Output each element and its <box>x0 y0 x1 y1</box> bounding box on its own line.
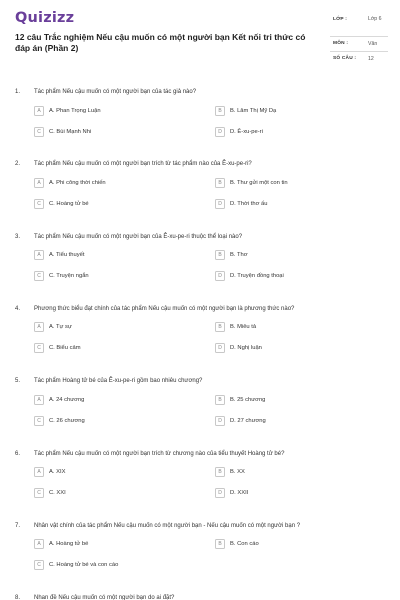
option-letter-box: D <box>215 488 225 498</box>
question-text: Tác phẩm Nếu cậu muốn có một người bạn của tác giả nào? <box>34 89 197 95</box>
option-text: D. Nghị luận <box>230 345 262 352</box>
answer-option-a[interactable] <box>34 466 65 479</box>
answer-option-a[interactable] <box>34 104 101 117</box>
option-text: A. 24 chương <box>49 396 85 403</box>
option-letter-box: A <box>34 178 44 188</box>
answer-option-b[interactable] <box>215 321 256 334</box>
question-number: 7. <box>15 522 21 529</box>
question-text: Phương thức biểu đạt chính của tác phẩm Nếu cậu muốn có một người bạn là phương thức nào? <box>34 305 295 312</box>
option-text: A. Tự sự <box>49 324 72 331</box>
answer-option-c[interactable] <box>34 270 89 283</box>
option-letter-box: C <box>34 488 44 498</box>
option-letter-box: A <box>34 106 44 116</box>
option-text: C. Biểu cảm <box>49 345 81 352</box>
option-text: A. Hoàng tử bé <box>49 541 89 548</box>
meta-value-subject: Văn <box>368 41 378 47</box>
answer-option-d[interactable] <box>215 414 266 427</box>
meta-row-subject <box>330 37 388 52</box>
meta-value-grade: Lớp 6 <box>368 16 382 22</box>
answer-option-d[interactable] <box>215 270 284 283</box>
meta-panel <box>330 10 388 67</box>
answer-option-b[interactable] <box>215 466 245 479</box>
answer-option-c[interactable] <box>34 414 85 427</box>
option-text: A. XIX <box>49 469 66 475</box>
meta-label-subject: MÔN : <box>333 41 349 46</box>
option-letter-box: B <box>215 250 225 260</box>
question-text: Tác phẩm Nếu cậu muốn có một người bạn trích từ tác phẩm nào của Ê-xu-pe-ri? <box>34 161 252 168</box>
answer-option-d[interactable] <box>215 487 248 500</box>
option-letter-box: D <box>215 343 225 353</box>
question-text: Nhân vật chính của tác phẩm Nếu cậu muốn có một người bạn - Nếu cậu muốn có một người bạn ? <box>34 522 301 529</box>
answer-option-d[interactable] <box>215 125 263 138</box>
option-text: B. 25 chương <box>230 396 266 403</box>
option-letter-box: C <box>34 343 44 353</box>
option-letter-box: B <box>215 539 225 549</box>
option-letter-box: D <box>215 271 225 281</box>
answer-option-a[interactable] <box>34 393 84 406</box>
option-letter-box: A <box>34 539 44 549</box>
option-text: C. Truyện ngắn <box>49 273 89 280</box>
answer-option-a[interactable] <box>34 538 88 551</box>
option-letter-box: C <box>34 271 44 281</box>
option-text: B. Miêu tả <box>230 324 257 331</box>
option-letter-box: C <box>34 199 44 209</box>
option-text: C. Hoàng tử bé <box>49 200 89 207</box>
answer-option-b[interactable] <box>215 249 248 262</box>
answer-option-d[interactable] <box>215 342 262 355</box>
answer-option-d[interactable] <box>215 197 267 210</box>
meta-row-question-count <box>330 52 388 67</box>
option-text: D. XXII <box>230 490 249 496</box>
question-text: Tác phẩm Nếu cậu muốn có một người bạn trích từ chương nào của tiểu thuyết Hoàng tử bé? <box>34 450 285 457</box>
option-text: A. Tiểu thuyết <box>49 252 85 259</box>
option-text: D. Ê-xu-pe-ri <box>230 128 263 135</box>
answer-option-c[interactable] <box>34 559 118 572</box>
question-number: 2. <box>15 161 21 168</box>
quizizz-logo: Quizizz <box>15 10 75 26</box>
option-letter-box: B <box>215 178 225 188</box>
question-number: 8. <box>15 595 21 600</box>
answer-option-a[interactable] <box>34 176 106 189</box>
question-text: Nhan đề Nếu cậu muốn có một người bạn do ai đặt? <box>34 595 175 600</box>
option-text: C. XXI <box>49 490 66 496</box>
page-header <box>0 0 400 78</box>
answer-option-b[interactable] <box>215 176 288 189</box>
option-text: D. 27 chương <box>230 417 266 424</box>
meta-label-question-count: SỐ CÂU : <box>333 56 357 61</box>
option-letter-box: A <box>34 250 44 260</box>
answer-option-c[interactable] <box>34 487 66 500</box>
option-text: A. Phi công thời chiến <box>49 179 106 186</box>
question-number: 1. <box>15 89 21 95</box>
answer-option-c[interactable] <box>34 197 89 210</box>
meta-value-question-count: 12 <box>368 56 374 62</box>
option-text: B. Thơ <box>230 252 248 259</box>
answer-option-a[interactable] <box>34 321 72 334</box>
answer-option-c[interactable] <box>34 342 81 355</box>
option-text: B. XX <box>230 469 245 475</box>
question-text: Tác phẩm Hoàng tử bé của Ê-xu-pe-ri gồm bao nhiêu chương? <box>34 378 203 385</box>
option-text: C. 26 chương <box>49 417 85 424</box>
option-letter-box: D <box>215 199 225 209</box>
option-text: B. Thư gửi một con tin <box>230 179 288 186</box>
question-number: 6. <box>15 450 21 457</box>
option-text: A. Phan Trọng Luận <box>49 107 101 114</box>
meta-label-grade: LỚP : <box>333 17 348 22</box>
answer-option-b[interactable] <box>215 393 265 406</box>
option-text: D. Truyện đồng thoại <box>230 273 284 280</box>
question-number: 4. <box>15 305 21 312</box>
meta-row-grade <box>330 10 388 37</box>
option-letter-box: C <box>34 127 44 137</box>
option-text: C. Bùi Mạnh Nhi <box>49 128 92 135</box>
question-number: 5. <box>15 378 21 385</box>
answer-option-c[interactable] <box>34 125 91 138</box>
option-text: D. Thời thơ ấu <box>230 200 268 207</box>
option-letter-box: A <box>34 395 44 405</box>
option-letter-box: B <box>215 395 225 405</box>
option-letter-box: D <box>215 416 225 426</box>
question-number: 3. <box>15 233 21 240</box>
option-letter-box: C <box>34 560 44 570</box>
option-letter-box: A <box>34 467 44 477</box>
page-title: 12 câu Trắc nghiệm Nếu cậu muốn có một người bạn Kết nối tri thức có đáp án (Phần 2) <box>15 32 306 53</box>
answer-option-b[interactable] <box>215 104 276 117</box>
option-text: B. Con cáo <box>230 541 259 548</box>
answer-option-b[interactable] <box>215 538 259 551</box>
answer-option-a[interactable] <box>34 249 84 262</box>
option-text: C. Hoàng tử bé và con cáo <box>49 562 119 569</box>
option-letter-box: B <box>215 322 225 332</box>
option-letter-box: B <box>215 467 225 477</box>
option-letter-box: A <box>34 322 44 332</box>
option-text: B. Lâm Thị Mỹ Dạ <box>230 107 277 114</box>
option-letter-box: B <box>215 106 225 116</box>
option-letter-box: C <box>34 416 44 426</box>
option-letter-box: D <box>215 127 225 137</box>
question-text: Tác phẩm Nếu cậu muốn có một người bạn của Ê-xu-pe-ri thuộc thể loại nào? <box>34 233 243 240</box>
